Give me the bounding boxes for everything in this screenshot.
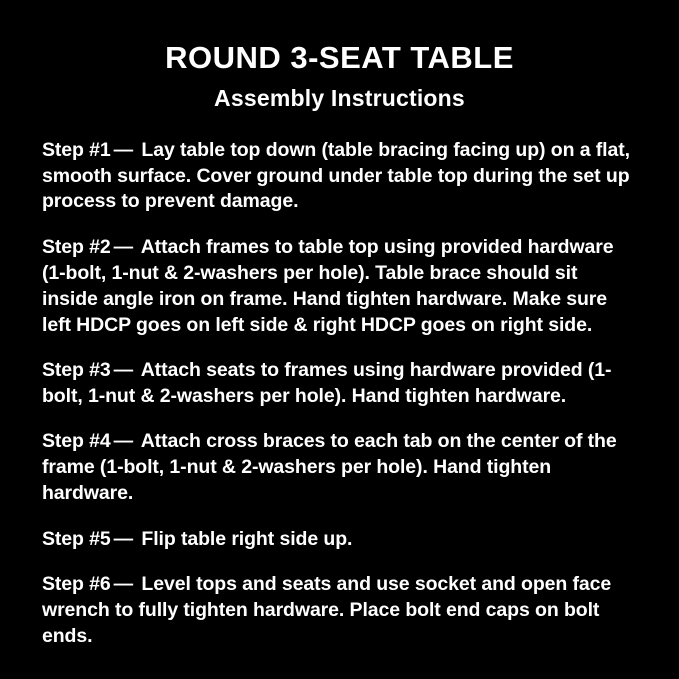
step-dash: — [113,527,134,550]
step-dash: — [113,573,134,596]
step-item [42,572,637,650]
step-item [42,358,637,410]
step-item [42,138,637,216]
step-text: Flip table right side up. [141,527,353,550]
step-label: Step #3 [42,359,111,382]
step-label: Step #4 [42,430,111,453]
step-text: Attach seats to frames using hardware provided (1-bolt, 1-nut & 2-washers per hole). Hand tighten hardware. [42,359,612,408]
step-item [42,527,637,553]
step-item [42,235,637,339]
step-text: Attach frames to table top using provided hardware (1-bolt, 1-nut & 2-washers per hole). Table brace should sit inside angle iron on frame. Hand tighten hardware. Make sure left HDCP goes on left side & right HDCP goes on right side. [42,235,614,336]
step-dash: — [113,359,134,382]
page-subtitle: Assembly Instructions [214,84,465,111]
step-label: Step #1 [42,138,111,161]
step-label: Step #6 [42,573,111,596]
step-item [42,429,637,507]
step-text: Lay table top down (table bracing facing up) on a flat, smooth surface. Cover ground under table top during the set up process to prevent damage. [42,138,630,213]
step-text: Level tops and seats and use socket and open face wrench to fully tighten hardware. Place bolt end caps on bolt ends. [42,573,612,647]
step-label: Step #5 [42,527,111,550]
step-dash: — [113,138,134,161]
steps-list [42,138,637,650]
step-text: Attach cross braces to each tab on the center of the frame (1-bolt, 1-nut & 2-washers per hole). Hand tighten hardware. [42,430,617,505]
step-dash: — [113,235,134,258]
step-dash: — [113,430,134,453]
page-title: ROUND 3-SEAT TABLE [165,40,514,75]
step-label: Step #2 [42,235,111,258]
